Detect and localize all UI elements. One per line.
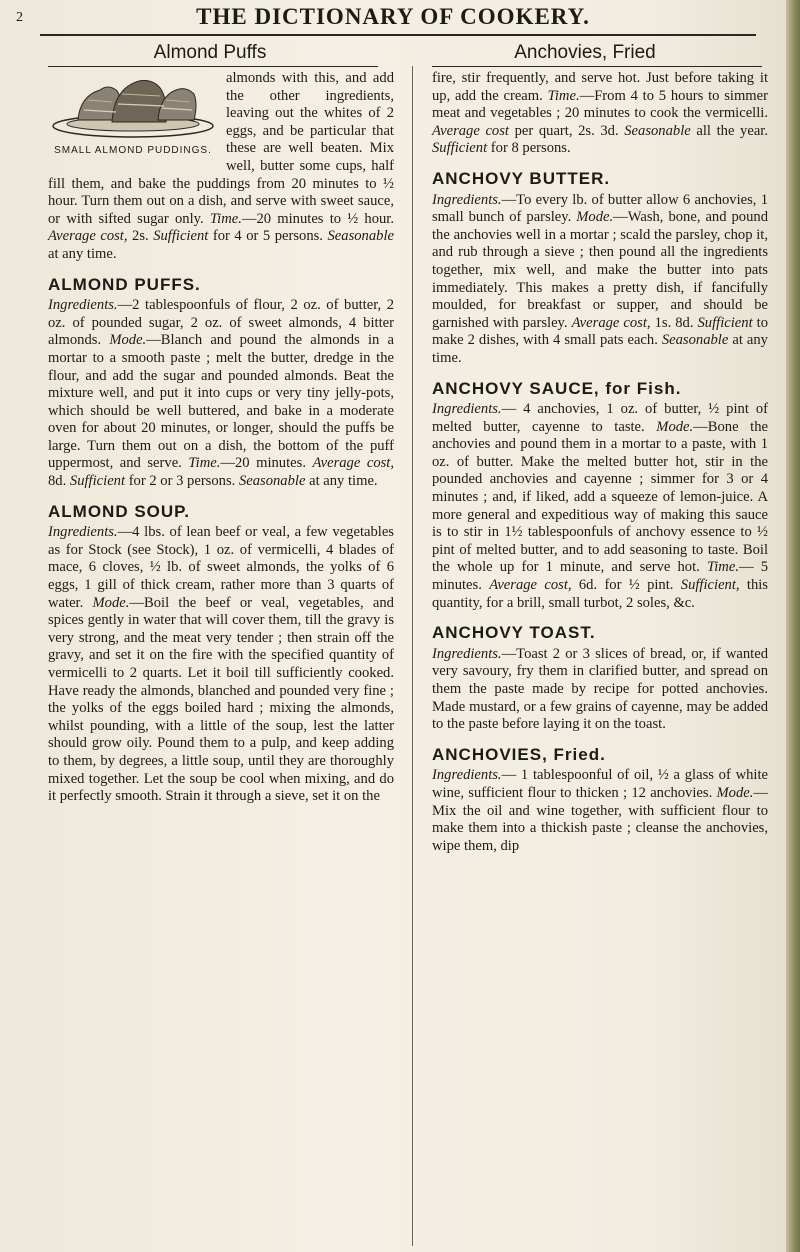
- mode-label: Mode.: [109, 332, 147, 349]
- cost-label: Average cost,: [48, 228, 128, 245]
- ingredients-label: Ingredients.: [432, 767, 502, 784]
- seasonable-label: Seasonable: [327, 228, 394, 245]
- cost-value: 2s.: [132, 228, 149, 245]
- entry-title-anchovy-toast: ANCHOVY TOAST.: [432, 623, 596, 643]
- cost-label: Average cost,: [489, 577, 572, 594]
- entry-title-main: ANCHOVY SAUCE,: [432, 378, 600, 398]
- mode-text: —Mix the oil and wine together, with sufficient flour to make them into a thickish paste ; cleanse the anchovies, wipe them, dip: [432, 784, 768, 854]
- mode-label: Mode.: [716, 784, 754, 801]
- sufficient-value: to make 2 dishes, with 4 small pats each.: [432, 314, 768, 349]
- right-column-rule: [432, 66, 762, 67]
- running-head: THE DICTIONARY OF COOKERY.: [196, 4, 590, 29]
- sufficient-label: Sufficient,: [680, 577, 740, 594]
- sufficient-label: Sufficient: [69, 473, 126, 490]
- entry-anchovies-fried: [432, 767, 768, 855]
- time-label: Time.: [209, 210, 242, 227]
- entry-anchovy-sauce: [432, 401, 768, 612]
- entry-text: almonds with this, and add the other ingredients, leaving out the whites of 2 eggs, and be particular that these are well beaten. Mix well, butter some cups, half fill them, and bake the puddings from 20 minutes to ½ hour. Turn them out on a dish, and serve with sweet sauce, or with sifted sugar only.: [48, 70, 394, 227]
- time-label: Time.: [188, 455, 221, 472]
- sufficient-value: for 2 or 3 persons.: [128, 473, 236, 490]
- seasonable-label: Seasonable: [238, 473, 306, 490]
- cost-label: Average cost,: [312, 455, 394, 472]
- entry-almond-soup: [48, 524, 394, 806]
- time-value: —20 minutes.: [220, 455, 306, 472]
- entry-almond-puffs: [48, 297, 394, 491]
- column-divider: [412, 66, 413, 1246]
- ingredients-text: —Toast 2 or 3 slices of bread, or, if wanted very savoury, fry them in clarified butter, and spread on them the paste made by recipe for potted anchovies. Made mustard, or a few grains of cayenne, may be added to the paste before laying it on the toast.: [432, 645, 768, 733]
- cost-value: 8d.: [48, 473, 67, 490]
- sufficient-label: Sufficient: [697, 314, 753, 331]
- page-mark: 2: [16, 10, 23, 25]
- entry-title-almond-puffs: ALMOND PUFFS.: [48, 274, 201, 294]
- mode-text: —Wash, bone, and pound the anchovies well in a mortar ; scald the parsley, chop it, and rub through a sieve ; then pound all the ingredients together, mix well, and make the butter into pats immediately. This makes a pretty dish, if fancifully moulded, for breakfast or supper, and should be garnished with parsley.: [432, 209, 768, 331]
- entry-anchovy-butter: [432, 192, 768, 368]
- mode-label: Mode.: [656, 418, 694, 435]
- ingredients-label: Ingredients.: [432, 645, 502, 662]
- figure: [48, 74, 218, 160]
- ingredients-text: — 1 tablespoonful of oil, ½ a glass of white wine, sufficient flour to thicken ; 12 anchovies.: [432, 767, 768, 801]
- continued-entry: [432, 70, 768, 158]
- time-label: Time.: [547, 87, 580, 104]
- seasonable-value: at any time.: [309, 473, 378, 490]
- entry-title-anchovies-fried: [432, 746, 768, 764]
- ingredients-text: —2 tablespoonfuls of flour, 2 oz. of butter, 2 oz. of pounded sugar, 2 oz. of sweet almonds, 4 bitter almonds.: [48, 297, 394, 349]
- entry-title-anchovy-butter: ANCHOVY BUTTER.: [432, 168, 611, 188]
- time-value: —20 minutes to ½ hour.: [241, 210, 395, 227]
- time-value: — 5 minutes.: [432, 559, 768, 594]
- time-value: —From 4 to 5 hours to simmer meat and vegetables ; 20 minutes to cook the vermicelli.: [432, 87, 768, 122]
- ingredients-label: Ingredients.: [48, 297, 118, 314]
- figure-caption: SMALL ALMOND PUDDINGS.: [54, 145, 212, 156]
- left-column-rule: [48, 66, 378, 67]
- seasonable-value: all the year.: [696, 122, 768, 139]
- sufficient-value: for 4 or 5 persons.: [212, 228, 323, 245]
- entry-title-anchovy-sauce: [432, 380, 768, 398]
- seasonable-value: at any time.: [48, 245, 117, 262]
- ingredients-text: —To every lb. of butter allow 6 anchovies, 1 small bunch of parsley.: [432, 191, 768, 226]
- right-column: [432, 70, 768, 865]
- mode-text: —Blanch and pound the almonds in a mortar to a smooth paste ; melt the butter, dredge in the flour, and add the sugar and pounded almonds. Beat the mixture well, and put it into cups or very tiny jelly-pots, which should be well buttered, and bake in a moderate oven for about 20 minutes, or longer, should the puffs be large. Turn them out on a dish, the bottom of the puff uppermost, and serve.: [48, 332, 394, 472]
- cost-value: 6d. for ½ pint.: [578, 577, 674, 594]
- seasonable-label: Seasonable: [624, 122, 691, 139]
- time-label: Time.: [706, 559, 739, 576]
- entry-title-sub: Fried.: [553, 744, 606, 764]
- mode-label: Mode.: [576, 209, 614, 226]
- cost-value: 1s. 8d.: [654, 314, 694, 331]
- entry-anchovy-toast: [432, 646, 768, 734]
- ingredients-text: — 4 anchovies, 1 oz. of butter, ½ pint of melted butter, cayenne to taste.: [432, 401, 768, 435]
- header-rule: [40, 34, 756, 36]
- left-column-heading: Almond Puffs: [153, 42, 267, 63]
- cost-label: Average cost: [432, 122, 509, 139]
- seasonable-label: Seasonable: [661, 332, 729, 349]
- cost-label: Average cost,: [571, 314, 651, 331]
- ingredients-label: Ingredients.: [432, 191, 502, 208]
- entry-title-main: ANCHOVIES,: [432, 744, 548, 764]
- sufficient-value: this quantity, for a brill, small turbot, 2 soles, &c.: [432, 577, 768, 611]
- small-almond-puddings-illustration: [48, 74, 218, 140]
- sufficient-value: for 8 persons.: [490, 140, 571, 157]
- mode-label: Mode.: [92, 594, 130, 611]
- sufficient-label: Sufficient: [432, 140, 488, 157]
- ingredients-label: Ingredients.: [48, 524, 118, 541]
- left-column: [48, 70, 394, 816]
- entry-title-almond-soup: ALMOND SOUP.: [48, 501, 191, 521]
- entry-text: fire, stir frequently, and serve hot. Just before taking it up, add the cream.: [432, 70, 768, 104]
- seasonable-value: at any time.: [432, 332, 768, 366]
- ingredients-label: Ingredients.: [432, 401, 502, 418]
- sufficient-label: Sufficient: [153, 228, 209, 245]
- ingredients-text: —4 lbs. of lean beef or veal, a few vegetables as for Stock (see Stock), 1 oz. of vermicelli, 4 blades of mace, 6 cloves, ½ lb. of sweet almonds, the yolks of 6 eggs, 1 gill of thick cream, rather more than 3 quarts of water.: [48, 524, 394, 611]
- mode-text: —Bone the anchovies and pound them in a mortar to a paste, with 1 oz. of butter. Make the melted butter hot, stir in the pounded anchovies and cayenne ; simmer for 3 or 4 minutes ; and, if liked, add a squeeze of lemon-juice. A more general and expeditious way of making this sauce is to stir in 1½ tablespoonfuls of anchovy essence to ½ pint of melted butter, and to add seasoning to taste. Boil the whole up for 1 minute, and serve hot.: [432, 418, 768, 576]
- mode-text: —Boil the beef or veal, vegetables, and spices gently in water that will cover them, till the gravy is very strong, and the meat very tender ; then strain off the gravy, and set it on the fire with the specified quantity of vermicelli to 2 quarts. Let it boil till sufficiently cooked. Have ready the almonds, blanched and pounded very fine ; the yolks of the eggs boiled hard ; mixing the almonds, whilst pounding, with a little of the soup, lest the latter should grow oily. Pound them to a pulp, and keep adding to them, by degrees, a little soup, until they are thoroughly mixed together. Let the soup be cool when mixing, and do it perfectly smooth. Strain it through a sieve, set it on the: [48, 594, 394, 805]
- entry-title-sub: for Fish.: [605, 378, 682, 398]
- cost-value: per quart, 2s. 3d.: [514, 122, 619, 139]
- page-edge: [786, 0, 800, 1252]
- right-column-heading: Anchovies, Fried: [514, 42, 656, 63]
